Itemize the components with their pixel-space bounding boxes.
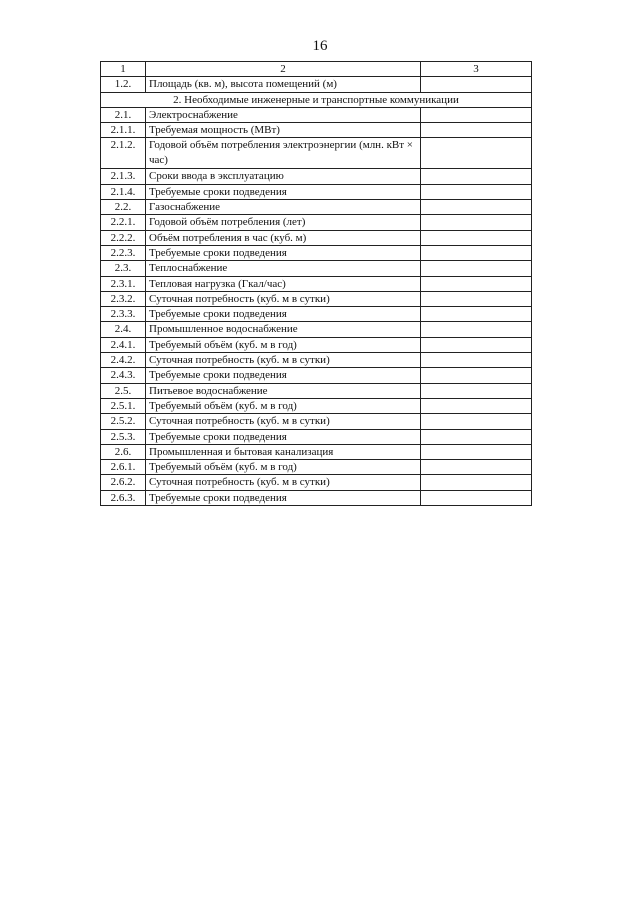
table-row bbox=[101, 307, 532, 322]
row-label: Требуемый объём (куб. м в год) bbox=[146, 460, 421, 475]
row-number: 2.4. bbox=[101, 322, 146, 337]
row-label: Газоснабжение bbox=[146, 200, 421, 215]
row-value-cell[interactable] bbox=[421, 322, 532, 337]
row-label: Требуемые сроки подведения bbox=[146, 368, 421, 383]
table-row bbox=[101, 215, 532, 230]
row-number: 2.5.1. bbox=[101, 398, 146, 413]
row-value-cell[interactable] bbox=[421, 475, 532, 490]
row-value-cell[interactable] bbox=[421, 261, 532, 276]
table-row bbox=[101, 383, 532, 398]
section-title: 2. Необходимые инженерные и транспортные коммуникации bbox=[101, 92, 532, 107]
row-number: 2.6.1. bbox=[101, 460, 146, 475]
row-label: Требуемые сроки подведения bbox=[146, 490, 421, 505]
table-row bbox=[101, 322, 532, 337]
row-label: Суточная потребность (куб. м в сутки) bbox=[146, 353, 421, 368]
row-label: Сроки ввода в эксплуатацию bbox=[146, 169, 421, 184]
row-number: 2.1.3. bbox=[101, 169, 146, 184]
column-header: 2 bbox=[146, 62, 421, 77]
row-number: 2.4.1. bbox=[101, 337, 146, 352]
row-number: 2.3. bbox=[101, 261, 146, 276]
table-row bbox=[101, 169, 532, 184]
row-label: Питьевое водоснабжение bbox=[146, 383, 421, 398]
table-row bbox=[101, 444, 532, 459]
table-row bbox=[101, 368, 532, 383]
row-value-cell[interactable] bbox=[421, 414, 532, 429]
row-label: Годовой объём потребления (лет) bbox=[146, 215, 421, 230]
table-row bbox=[101, 353, 532, 368]
row-value-cell[interactable] bbox=[421, 383, 532, 398]
row-label: Требуемый объём (куб. м в год) bbox=[146, 398, 421, 413]
row-value-cell[interactable] bbox=[421, 353, 532, 368]
table-row bbox=[101, 200, 532, 215]
row-number: 2.5.2. bbox=[101, 414, 146, 429]
row-value-cell[interactable] bbox=[421, 429, 532, 444]
table-row bbox=[101, 261, 532, 276]
page-number: 16 bbox=[312, 38, 328, 54]
table-row bbox=[101, 77, 532, 92]
table-row bbox=[101, 230, 532, 245]
row-number: 2.5. bbox=[101, 383, 146, 398]
row-label: Требуемые сроки подведения bbox=[146, 184, 421, 199]
row-value-cell[interactable] bbox=[421, 368, 532, 383]
row-label: Требуемые сроки подведения bbox=[146, 429, 421, 444]
table-body bbox=[101, 77, 532, 506]
row-value-cell[interactable] bbox=[421, 291, 532, 306]
row-number: 2.3.1. bbox=[101, 276, 146, 291]
table-row bbox=[101, 107, 532, 122]
row-label: Суточная потребность (куб. м в сутки) bbox=[146, 475, 421, 490]
row-number: 2.2.2. bbox=[101, 230, 146, 245]
table-row bbox=[101, 414, 532, 429]
row-value-cell[interactable] bbox=[421, 200, 532, 215]
row-value-cell[interactable] bbox=[421, 398, 532, 413]
table-row bbox=[101, 398, 532, 413]
row-number: 2.1.2. bbox=[101, 138, 146, 169]
row-label: Электроснабжение bbox=[146, 107, 421, 122]
row-label: Промышленная и бытовая канализация bbox=[146, 444, 421, 459]
row-label: Объём потребления в час (куб. м) bbox=[146, 230, 421, 245]
row-value-cell[interactable] bbox=[421, 184, 532, 199]
row-value-cell[interactable] bbox=[421, 230, 532, 245]
row-value-cell[interactable] bbox=[421, 460, 532, 475]
table-row bbox=[101, 475, 532, 490]
row-number: 2.4.2. bbox=[101, 353, 146, 368]
row-number: 2.1. bbox=[101, 107, 146, 122]
requirements-table bbox=[100, 61, 532, 506]
row-number: 2.4.3. bbox=[101, 368, 146, 383]
row-label: Суточная потребность (куб. м в сутки) bbox=[146, 291, 421, 306]
table-row bbox=[101, 184, 532, 199]
table-row bbox=[101, 138, 532, 169]
row-value-cell[interactable] bbox=[421, 123, 532, 138]
row-value-cell[interactable] bbox=[421, 245, 532, 260]
row-value-cell[interactable] bbox=[421, 77, 532, 92]
row-value-cell[interactable] bbox=[421, 138, 532, 169]
section-row bbox=[101, 92, 532, 107]
row-number: 2.3.2. bbox=[101, 291, 146, 306]
table-row bbox=[101, 123, 532, 138]
row-number: 2.2.3. bbox=[101, 245, 146, 260]
table-row bbox=[101, 460, 532, 475]
row-label: Тепловая нагрузка (Гкал/час) bbox=[146, 276, 421, 291]
row-label: Годовой объём потребления электроэнергии (млн. кВт × час) bbox=[146, 138, 421, 169]
table-row bbox=[101, 276, 532, 291]
table-row bbox=[101, 291, 532, 306]
row-label: Теплоснабжение bbox=[146, 261, 421, 276]
row-number: 1.2. bbox=[101, 77, 146, 92]
row-value-cell[interactable] bbox=[421, 107, 532, 122]
row-number: 2.6. bbox=[101, 444, 146, 459]
row-label: Суточная потребность (куб. м в сутки) bbox=[146, 414, 421, 429]
row-value-cell[interactable] bbox=[421, 276, 532, 291]
row-value-cell[interactable] bbox=[421, 215, 532, 230]
row-label: Требуемые сроки подведения bbox=[146, 245, 421, 260]
row-value-cell[interactable] bbox=[421, 337, 532, 352]
row-number: 2.3.3. bbox=[101, 307, 146, 322]
row-label: Промышленное водоснабжение bbox=[146, 322, 421, 337]
row-number: 2.1.1. bbox=[101, 123, 146, 138]
row-number: 2.5.3. bbox=[101, 429, 146, 444]
row-number: 2.2. bbox=[101, 200, 146, 215]
row-value-cell[interactable] bbox=[421, 169, 532, 184]
row-value-cell[interactable] bbox=[421, 490, 532, 505]
row-label: Требуемая мощность (МВт) bbox=[146, 123, 421, 138]
row-label: Требуемые сроки подведения bbox=[146, 307, 421, 322]
row-number: 2.1.4. bbox=[101, 184, 146, 199]
column-header: 1 bbox=[101, 62, 146, 77]
row-label: Требуемый объём (куб. м в год) bbox=[146, 337, 421, 352]
column-header: 3 bbox=[421, 62, 532, 77]
row-label: Площадь (кв. м), высота помещений (м) bbox=[146, 77, 421, 92]
table-row bbox=[101, 429, 532, 444]
table-row bbox=[101, 245, 532, 260]
row-number: 2.6.3. bbox=[101, 490, 146, 505]
table-row bbox=[101, 337, 532, 352]
table-header-row bbox=[101, 62, 532, 77]
row-number: 2.6.2. bbox=[101, 475, 146, 490]
table-row bbox=[101, 490, 532, 505]
row-value-cell[interactable] bbox=[421, 307, 532, 322]
row-number: 2.2.1. bbox=[101, 215, 146, 230]
row-value-cell[interactable] bbox=[421, 444, 532, 459]
